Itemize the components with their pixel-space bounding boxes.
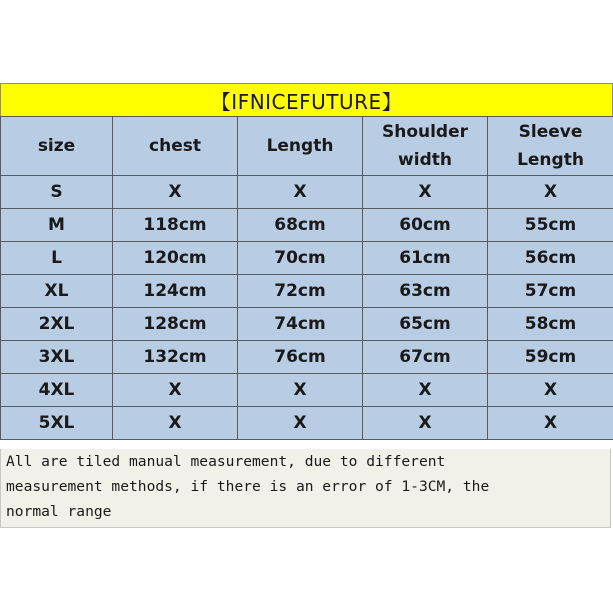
size-chart (0, 83, 613, 529)
size-cell: 4XL (1, 374, 113, 407)
chest-cell: 132cm (113, 341, 238, 374)
sleeve-length-cell: 55cm (488, 209, 613, 242)
length-cell: X (238, 407, 363, 440)
brand-title: 【IFNICEFUTURE】 (0, 83, 613, 117)
shoulder-width-cell: 60cm (363, 209, 488, 242)
sleeve-length-cell: X (488, 374, 613, 407)
size-cell: S (1, 176, 113, 209)
chest-cell: 118cm (113, 209, 238, 242)
shoulder-width-cell: 61cm (363, 242, 488, 275)
length-cell: 70cm (238, 242, 363, 275)
chest-cell: X (113, 374, 238, 407)
size-cell: XL (1, 275, 113, 308)
shoulder-width-cell: 67cm (363, 341, 488, 374)
header-length-text: Length (266, 136, 334, 156)
header-shoulder-text: Shoulder (381, 122, 469, 142)
shoulder-width-cell: X (363, 374, 488, 407)
sleeve-length-cell: 57cm (488, 275, 613, 308)
shoulder-width-cell: 63cm (363, 275, 488, 308)
table-row (1, 176, 613, 209)
length-cell: 76cm (238, 341, 363, 374)
table-row (1, 242, 613, 275)
header-shoulder-width (363, 117, 488, 176)
chest-cell: 120cm (113, 242, 238, 275)
sleeve-length-cell: 59cm (488, 341, 613, 374)
size-cell: L (1, 242, 113, 275)
size-cell: 3XL (1, 341, 113, 374)
length-cell: 72cm (238, 275, 363, 308)
size-cell: 2XL (1, 308, 113, 341)
length-cell: X (238, 176, 363, 209)
table-row (1, 374, 613, 407)
length-cell: 68cm (238, 209, 363, 242)
table-row (1, 407, 613, 440)
table-row (1, 209, 613, 242)
sleeve-length-cell: 58cm (488, 308, 613, 341)
header-chest (113, 117, 238, 176)
table-row (1, 275, 613, 308)
measurement-note (0, 449, 611, 528)
chest-cell: X (113, 407, 238, 440)
note-line: normal range (6, 503, 112, 520)
header-length (238, 117, 363, 176)
header-width-text: width (398, 150, 452, 170)
shoulder-width-cell: 65cm (363, 308, 488, 341)
header-row (1, 117, 613, 176)
sleeve-length-cell: X (488, 407, 613, 440)
chest-cell: 124cm (113, 275, 238, 308)
header-size-text: size (37, 136, 76, 156)
size-cell: 5XL (1, 407, 113, 440)
header-sleeve-length (488, 117, 613, 176)
shoulder-width-cell: X (363, 407, 488, 440)
length-cell: 74cm (238, 308, 363, 341)
size-table (0, 116, 613, 440)
note-line: measurement methods, if there is an error of 1-3CM, the (6, 478, 490, 495)
table-row (1, 341, 613, 374)
sleeve-length-cell: X (488, 176, 613, 209)
chest-cell: 128cm (113, 308, 238, 341)
header-sleeve-text: Sleeve (518, 122, 583, 142)
note-line: All are tiled manual measurement, due to different (6, 453, 446, 470)
sleeve-length-cell: 56cm (488, 242, 613, 275)
header-size (1, 117, 113, 176)
shoulder-width-cell: X (363, 176, 488, 209)
length-cell: X (238, 374, 363, 407)
table-row (1, 308, 613, 341)
header-sleeve-length-text: Length (517, 150, 584, 170)
header-chest-text: chest (149, 136, 201, 156)
size-cell: M (1, 209, 113, 242)
chest-cell: X (113, 176, 238, 209)
